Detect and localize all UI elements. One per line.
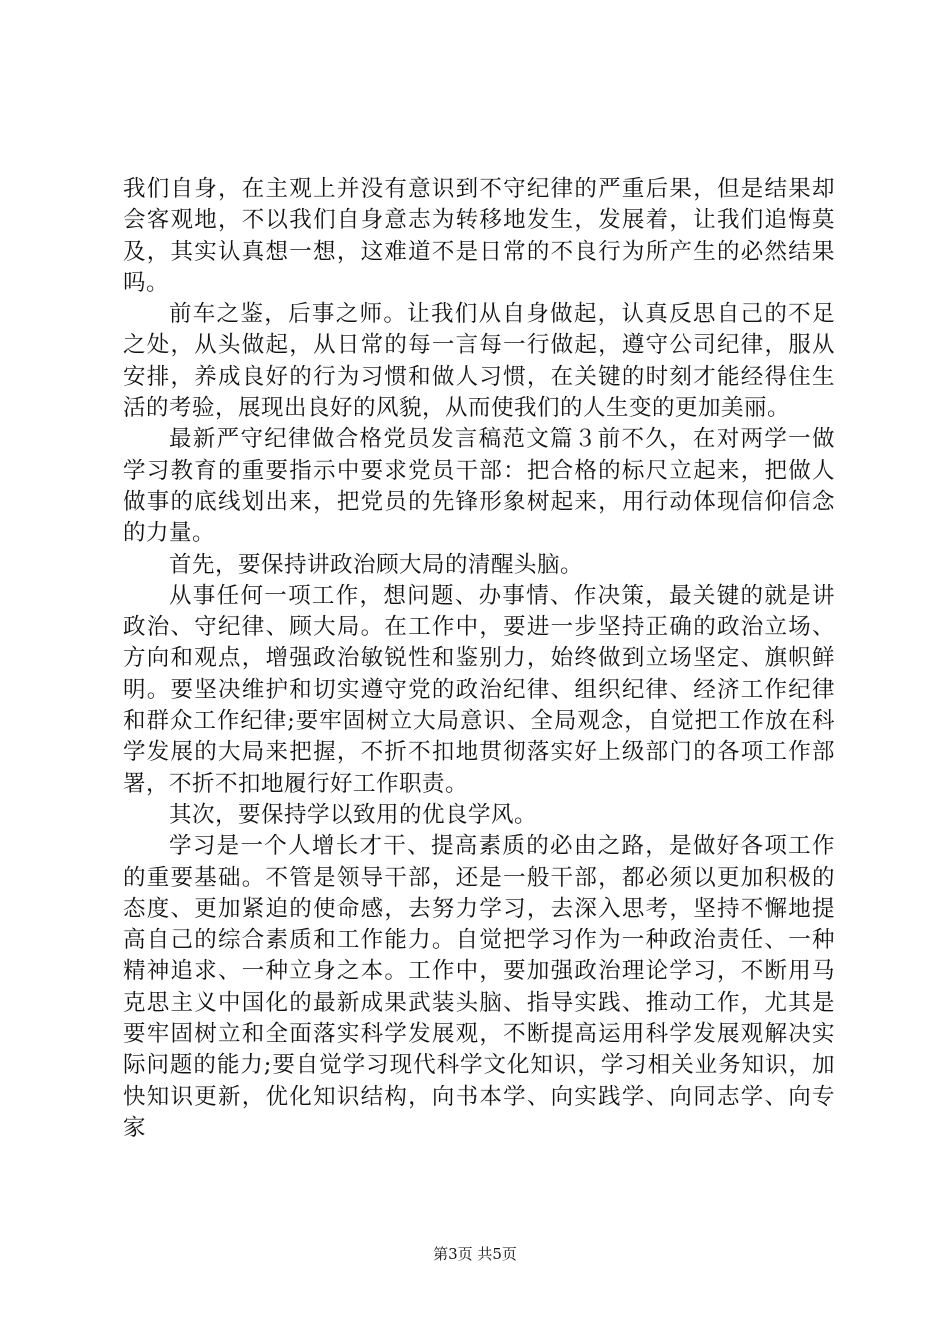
- paragraph-7: 学习是一个人增长才干、提高素质的必由之路，是做好各项工作的重要基础。不管是领导干部，还是一般干部，都必须以更加积极的态度、更加紧迫的使命感，去努力学习，去深入思考，坚持不懈地提高自己的综合素质和工作能力。自觉把学习作为一种政治责任、一种精神追求、一种立身之本。工作中，要加强政治理论学习，不断用马克思主义中国化的最新成果武装头脑、指导实践、推动工作，尤其是要牢固树立和全面落实科学发展观，不断提高运用科学发展观解决实际问题的能力;要自觉学习现代科学文化知识，学习相关业务知识，加快知识更新，优化知识结构，向书本学、向实践学、向同志学、向专家: [123, 833, 835, 1141]
- page-footer: 第3页 共5页: [433, 1245, 517, 1263]
- paragraph-2: 前车之鉴，后事之师。让我们从自身做起，认真反思自己的不足之处，从头做起，从日常的每一言每一行做起，遵守公司纪律，服从安排，养成良好的行为习惯和做人习惯，在关键的时刻才能经得住生活的考验，展现出良好的风貌，从而使我们的人生变的更加美丽。: [123, 301, 835, 422]
- paragraph-6: 其次，要保持学以致用的优良学风。: [169, 801, 538, 828]
- paragraph-3: 最新严守纪律做合格党员发言稿范文篇３前不久，在对两学一做学习教育的重要指示中要求党员干部：把合格的标尺立起来，把做人做事的底线划出来，把党员的先锋形象树起来，用行动体现信仰信念的力量。: [123, 426, 835, 547]
- paragraph-1: 我们自身，在主观上并没有意识到不守纪律的严重后果，但是结果却会客观地，不以我们自身意志为转移地发生，发展着，让我们追悔莫及，其实认真想一想，这难道不是日常的不良行为所产生的必然结果吗。: [123, 176, 835, 296]
- document-body: [123, 174, 835, 1144]
- paragraph-5: 从事任何一项工作，想问题、办事情、作决策，最关键的就是讲政治、守纪律、顾大局。在工作中，要进一步坚持正确的政治立场、方向和观点，增强政治敏锐性和鉴别力，始终做到立场坚定、旗帜鲜明。要坚决维护和切实遵守党的政治纪律、组织纪律、经济工作纪律和群众工作纪律;要牢固树立大局意识、全局观念，自觉把工作放在科学发展的大局来把握，不折不扣地贯彻落实好上级部门的各项工作部署，不折不扣地履行好工作职责。: [123, 582, 835, 797]
- paragraph-4: 首先，要保持讲政治顾大局的清醒头脑。: [169, 551, 584, 578]
